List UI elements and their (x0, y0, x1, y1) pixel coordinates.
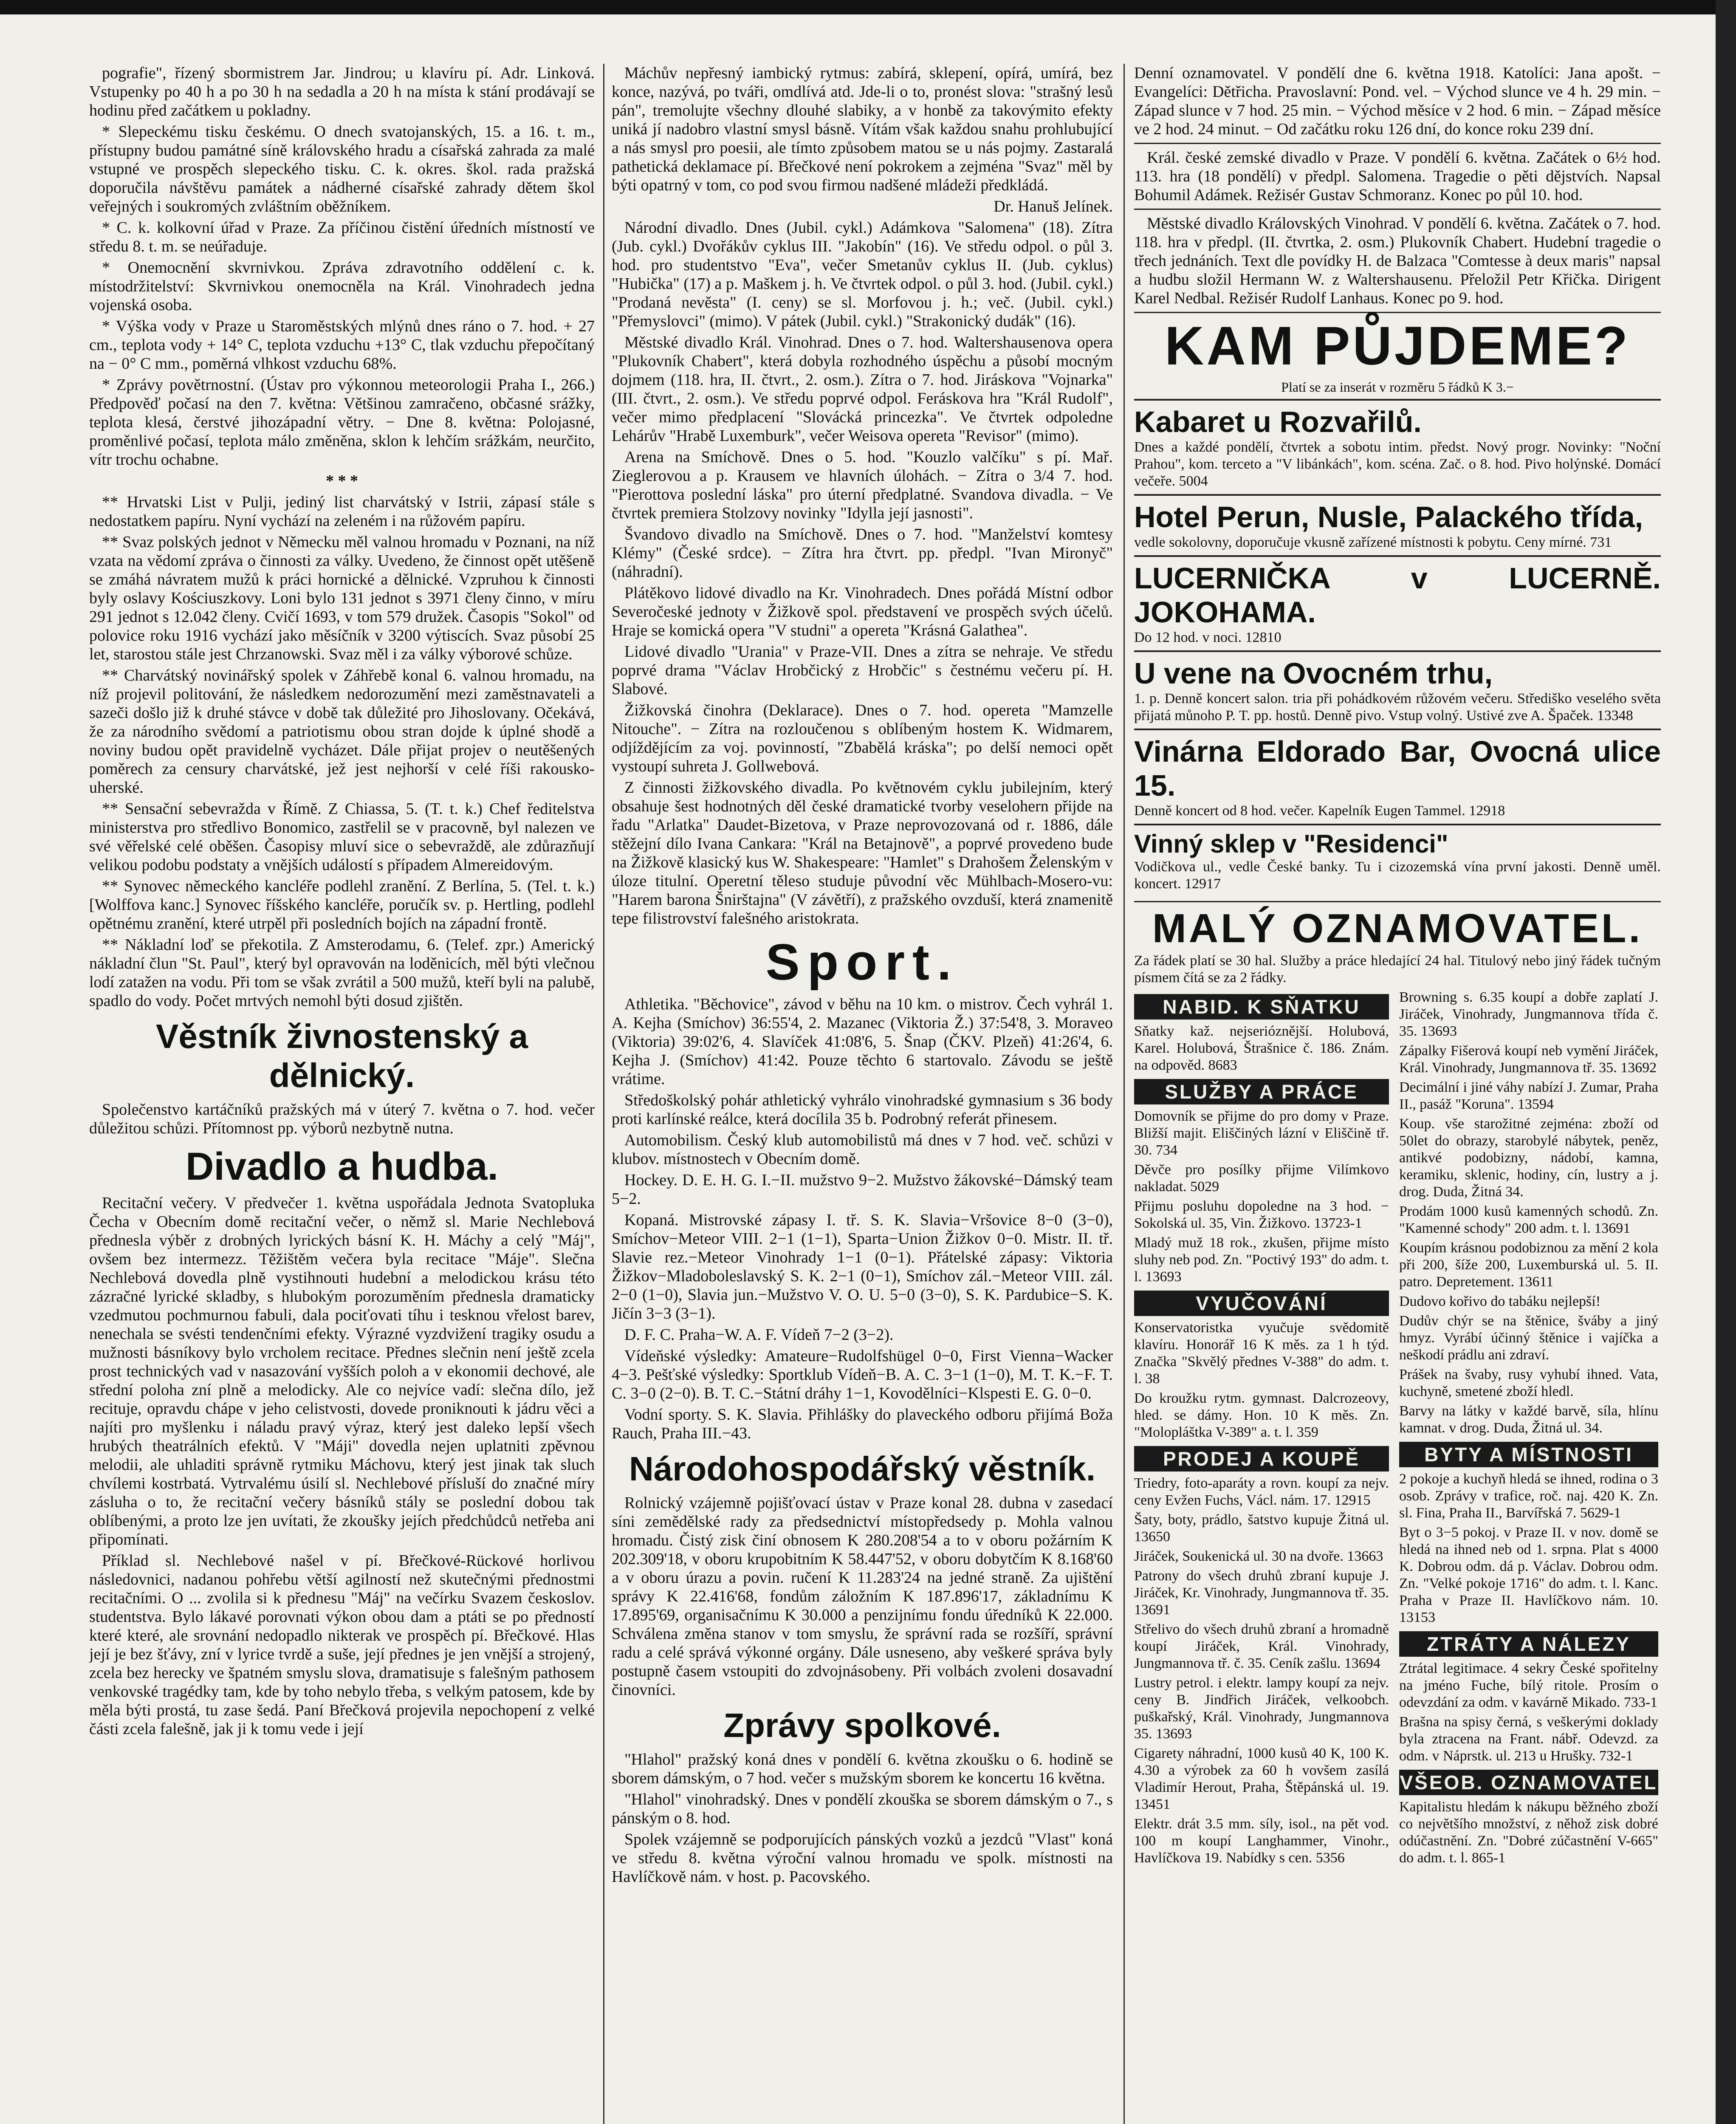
classified-ad: Dudovo kořivo do tabáku nejlepší! (1399, 1294, 1601, 1309)
classified-ad: Patrony do všech druhů zbraní kupuje J. Jiráček, Kr. Vinohrady, Jungmannova tř. 35. 13691 (1134, 1568, 1389, 1618)
author-signature: Dr. Hanuš Jelínek. (994, 198, 1113, 215)
kam-pujdeme-note: Platí se za inserát v rozměru 5 řádků K 3.− (1281, 379, 1514, 395)
ad-box (1134, 729, 1661, 824)
classified-ad: Prodám 1000 kusů kamenných schodů. Zn. "Kamenné schody" 200 adm. t. l. 13691 (1399, 1203, 1658, 1236)
news-paragraph: Spolek vzájemně se podporujících pánských vozků a jezdců "Vlast" koná ve středu 8. května výroční valnou hromadu ve spolk. místnosti na Havlíčkově nám. v host. p. Pacovského. (612, 1830, 1113, 1886)
sport-paragraph: Vídeňské výsledky: Amateure−Rudolfshügel 0−0, First Vienna−Wacker 4−3. Pešťské výsledky: Sportklub Vídeň−B. A. C. 3−1 (1−0), M. T. K.−F. T. C. 3−0 (2−0). B. T. C.−Státní dráhy 1−1, Kovodělníci−Klspesti E. G. 0−0. (612, 1347, 1113, 1402)
section-heading-sport: Sport. (765, 934, 959, 991)
ad-text: 1. p. Denně koncert salon. tria při pohádkovém růžovém večeru. Střediško veselého světa přijatá můnoho P. T. pp. hostů. Denně pivo. Vstup volný. Ustivé zve A. Špaček. 13348 (1134, 691, 1661, 723)
classified-ad: Šaty, boty, prádlo, šatstvo kupuje Žitná ul. 13650 (1134, 1512, 1389, 1545)
news-paragraph: * Slepeckému tisku českému. O dnech svatojanských, 15. a 16. t. m., přístupny budou památné síně královského hradu a císařská zahrada za malé vstupné ve prospěch slepeckého tisku. C. k. okres. škol. rada pražská doporučila návštěvu památek a nádherné císařské zahrady dětem škol veřejných i soukromých zvláštním oběžníkem. (89, 123, 595, 215)
sport-paragraph: Hockey. D. E. H. G. I.−II. mužstvo 9−2. Mužstvo žákovské−Dámský team 5−2. (612, 1171, 1113, 1208)
news-paragraph: Společenstvo kartáčníků pražských má v úterý 7. května o 7. hod. večer důležitou schůzi. Přítomnost pp. výborů nezbytně nutna. (89, 1101, 595, 1137)
news-paragraph: "Hlahol" vinohradský. Dnes v pondělí zkouška se sborem dámským o 7., s pánským o 8. hod. (612, 1791, 1113, 1827)
category-header: SLUŽBY A PRÁCE (1134, 1079, 1389, 1104)
classified-ad: Lustry petrol. i elektr. lampy koupí za nejv. ceny B. Jindřich Jiráček, velkoobch. puškařský, Král. Vinohrady, Jungmannova 35. 13693 (1134, 1675, 1389, 1742)
category-header: PRODEJ A KOUPĚ (1134, 1446, 1389, 1472)
section-heading-narodohosp: Národohospodářský věstník. (629, 1450, 1096, 1488)
theatre-paragraph: Národní divadlo. Dnes (Jubil. cykl.) Adámkova "Salomena" (18). Zítra (Jub. cykl.) Dvořákův cyklus III. "Jakobín" (16). Ve středu odpol. o půl 3. hod. pro studentstvo "Eva", večer Smetanův cyklus II. (Jub. cyklus) "Hubička" (17) a p. Maškem j. h. Ve čtvrtek odpol. o půl 3. hod. (Jubil. cykl.) "Prodaná nevěsta" (I. ceny) se sl. Morfovou j. h.; več. (Jubil. cykl.) "Přemyslovci" (mimo). V pátek (Jubil. cykl.) "Strakonický dudák" (16). (612, 219, 1113, 330)
theatre-paragraph: Plátěkovo lidové divadlo na Kr. Vinohradech. Dnes pořádá Místní odbor Severočeské jednoty v Žižkově spol. představení ve prospěch svých účelů. Hraje se komická opera "V studni" a opereta "Krásná Galathea". (612, 584, 1113, 639)
ad-box (1134, 650, 1661, 729)
ad-title: Vinný sklep v "Residenci" (1134, 830, 1448, 858)
sport-paragraph: D. F. C. Praha−W. A. F. Vídeň 7−2 (3−2). (624, 1326, 894, 1344)
classified-ad: Domovník se přijme do pro domy v Praze. Bližší majit. Eliščiných lázní v Eliščině tř. 30. 734 (1134, 1108, 1389, 1158)
sport-paragraph: Středoškolský pohár athletický vyhrálo vinohradské gymnasium s 36 body proti karlínské reálce, která docílila 35 b. Podrobný referát přinesem. (612, 1091, 1113, 1128)
sport-paragraph: Athletika. "Běchovice", závod v běhu na 10 km. o mistrov. Čech vyhrál 1. A. Kejha (Smíchov) 36:55'4, 2. Mazanec (Viktoria Ž.) 37:54'8, 3. Moraveo (Viktoria) 39:02'6, 4. Slavíček 41:08'6, 5. Šnap (ČKV. Plzeň) 41:26'4, 6. Kejha J. (Smíchov) 41:42. Pouze těchto 6 startovalo. Závodu se ještě vrátime. (612, 995, 1113, 1088)
theatre-paragraph: Lidové divadlo "Urania" v Praze-VII. Dnes a zítra se nehraje. Ve středu poprvé drama "Václav Hrobčický z Hrobčic" s čestnému večeru pí. H. Slabové. (612, 643, 1113, 698)
divider (1134, 143, 1661, 144)
classified-ad: Jiráček, Soukenická ul. 30 na dvoře. 13663 (1134, 1548, 1383, 1564)
classified-ad: Barvy na látky v každé barvě, síla, hlínu kamnat. v drog. Duda, Žitná ul. 34. (1399, 1403, 1658, 1436)
calendar-notice: Denní oznamovatel. V pondělí dne 6. května 1918. Katolíci: Jana apošt. − Evangelíci: Dětřicha. Pravoslavní: Pond. vel. − Východ slunce ve 4 h. 29 min. − Západ slunce v 7 hod. 25 min. − Východ měsíce v 2 hod. 6 min. − Západ měsíce ve 2 hod. 24 minut. − Od začátku roku 126 dní, do konce roku 239 dní. (1134, 64, 1661, 138)
news-paragraph: * C. k. kolkovní úřad v Praze. Za příčinou čistění úředních místností ve středu 8. t. m. se neúřaduje. (89, 219, 595, 255)
theatre-paragraph: Z činnosti žižkovského divadla. Po květnovém cyklu jubilejním, který obsahuje šest hodnotných děl české dramatické tvorby veselohern přijde na řadu "Arlatka" Daudet-Bizetova, v Praze neprovozovaná od r. 1886, dále stěžejní dílo Ivana Cankara: "Král na Betajnově", a poprvé provedeno bude na Žižkově klasický kus W. Shakespeare: "Hamlet" s Drahošem Želenským v úloze titulní. Operetní těleso studuje původní věc Mühlbach-Mosero-vu: "Harem barona Šnirštajna" (V závětří), z pražského ovzduší, která znamenitě tepe filistrovství falešného aristokrata. (612, 779, 1113, 927)
category-header: ZTRÁTY A NÁLEZY (1399, 1631, 1658, 1657)
classified-ad: Konservatoristka vyučuje svědomitě klavíru. Honorář 16 K měs. za 1 h týd. Značka "Skvělý přednes V-388" do adm. t. l. 38 (1134, 1320, 1389, 1387)
section-separator: * * * (326, 472, 358, 490)
news-paragraph: Rolnický vzájemně pojišťovací ústav v Praze konal 28. dubna v zasedací síni zemědělské rady za předsednictví místopředsedy p. Mohla valnou hromadu. Čistý zisk činí obnosem K 280.208'54 a to v oboru požárním K 202.309'18, v oboru krupobitním K 58.447'52, v oboru dobytčím K 8.168'60 a v oboru úrazu a povin. ručení K 11.283'24 na jedné straně. Za ujištění správy K 22.416'68, fondům záložním K 187.896'17, základnímu K 17.895'69, organisačnímu K 30.000 a penzijnímu fondu úředníků K 22.000. Schválena změna stanov v tom smyslu, že správní rada se rozšíří, správní radu a celé správá výkonné orgány. Dále usneseno, aby veškeré správa byly postupně časem vstoupiti do zdvojnásobeny. Při volbách zvoleni dosavadní činovníci. (612, 1494, 1113, 1699)
news-paragraph: * Výška vody v Praze u Staroměstských mlýnů dnes ráno o 7. hod. + 27 cm., teplota vody + 14° C, teplota vzduchu +13° C, tlak vzduchu přepočítaný na − 0° C mm., poměrná vlhkost vzduchu 68%. (89, 317, 595, 373)
classified-ad: 2 pokoje a kuchyň hledá se ihned, rodina o 3 osob. Zprávy v trafice, roč. naj. 420 K. Zn. sl. Fina, Praha II., Barvířská 7. 5629-1 (1399, 1471, 1658, 1521)
ad-title: U vene na Ovocném trhu, (1134, 657, 1493, 690)
classified-columns (1134, 989, 1661, 1869)
news-paragraph: ** Hrvatski List v Pulji, jediný list charvátský v Istrii, zápasí stále s nedostatkem papíru. Nyní vychází na zeleném i na růžovém papíru. (89, 493, 595, 530)
theatre-notice: Král. české zemské divadlo v Praze. V pondělí 6. května. Začátek o 6½ hod. 113. hra (18 pondělí) v předpl. Salomena. Tragedie o pěti dějstvích. Napsal Bohumil Adámek. Režisér Gustav Schmoranz. Konec po půl 10. hod. (1134, 149, 1661, 204)
ad-text: Do 12 hod. v noci. 12810 (1134, 630, 1282, 645)
ad-title: Kabaret u Rozvařilů. (1134, 405, 1422, 438)
classified-ad: Koup. vše starožitné zejména: zboží od 50let do obrazy, starobylé nábytek, peněz, antikvé podobizny, nádobí, kamna, keramiku, sklenic, hodiny, cín, lustry a j. drog. Duda, Žitná 34. (1399, 1116, 1658, 1200)
news-paragraph: ** Svaz polských jednot v Německu měl valnou hromadu v Poznani, na níž vzata na vědomí zpráva o činnosti za války. Uvedeno, že činnost opět utěšeně se zmáhá návratem mužů k práci hornické a dělnické. Vzpruhou k činnosti byly oslavy Kościuszkovy. Loni bylo 131 jednot s 3971 členy činno, v míru 291 jednot s 12.042 členy. Cvičí 1693, v tom 579 družek. Časopis "Sokol" od polovice roku 1916 vychází jako měsíčník v 3200 výtiscích. Svaz působí 25 let, starostou stále jest Chrzanowski. Svaz měl i za války výborové schůze. (89, 533, 595, 663)
classified-ad: Zápalky Fišerová koupí neb vymění Jiráček, Král. Vinohrady, Jungmannova tř. 35. 13692 (1399, 1043, 1658, 1076)
ad-text: Denně koncert od 8 hod. večer. Kapelník Eugen Tammel. 12918 (1134, 803, 1505, 819)
news-paragraph: * Onemocnění skvrnivkou. Zpráva zdravotního oddělení c. k. místodržitelství: Skvrnivkou onemocněla na Král. Vinohradech jedna vojenská osoba. (89, 259, 595, 314)
ad-title: LUCERNIČKA v LUCERNĚ. JOKOHAMA. (1134, 562, 1661, 629)
classified-ad: Mladý muž 18 rok., zkušen, přijme místo sluhy neb pod. Zn. "Poctivý 193" do adm. t. l. 13693 (1134, 1235, 1389, 1285)
classified-ad: Koupím krásnou podobiznou za mění 2 kola při 200, šíže 200, Luxemburská ul. 5. II. patro. Depretement. 13611 (1399, 1240, 1658, 1290)
top-border (0, 0, 1736, 14)
section-heading-spolky: Zprávy spolkové. (723, 1706, 1001, 1744)
news-paragraph: pografie", řízený sbormistrem Jar. Jindrou; u klavíru pí. Adr. Linková. Vstupenky po 40 h a po 30 h na sedadla a 20 h na místa k stání prodávají se hodinu před začátkem u pokladny. (89, 64, 595, 119)
news-paragraph: ** Charvátský novinářský spolek v Záhřebě konal 6. valnou hromadu, na níž projevil politování, že následkem nedorozumění mezi zaměstnavateli a sazeči došlo již k druhé stávce v době tak důležité pro Jihoslovany. Očekává, že za národního svědomí a patriotismu obou stran dojde k úplné shodě a noviny budou opět pravidelně vycházet. Dále přijat projev o neutěšených poměrech za censury charvátské, jež jest nejhorší v celé říši rakousko-uherské. (89, 667, 595, 796)
classified-ad: Decimální i jiné váhy nabízí J. Zumar, Praha II., pasáž "Koruna". 13594 (1399, 1079, 1658, 1112)
ad-title: Vinárna Eldorado Bar, Ovocná ulice 15. (1134, 735, 1661, 802)
ad-box (1134, 824, 1661, 897)
ad-box (1134, 399, 1661, 494)
classified-column-right (1399, 989, 1658, 1869)
news-paragraph: Recitační večery. V předvečer 1. května uspořádala Jednota Svatopluka Čecha v Obecním domě recitační večer, o němž sl. Marie Nechlebová přednesla výběr z drobných lyrických básní K. H. Máchy a celý "Máj", ovšem bez intermezz. Těžištěm večera byla recitace "Máje". Slečna Nechlebová dovedla plně vystihnouti hudební a melodickou krásu této zázračné lyrické skladby, s hlubokým porozuměním přednesla dramaticky vzedmutou pochmurnou fabuli, dala pociťovati tíhu i tesknou vřelost barev, nenechala se svésti tendenčními efekty. Výrazné vyzdvižení tragiky osudu a mužnosti básníkovy bylo vrcholem recitace. Přednes slečnin není ještě zcela prost technických vad v nasazování vyšších poloh a v ekonomii dechové, ale střední poloha zní plně a melodicky. Ale co nejvíce vadí: slečna dílo, jež recituje, opravdu chápe v jeho celistvosti, dovede proniknouti k jádru věci a najíti pro myšlenku i náladu pravý výraz, který jest daleko lepší všech hrubých theatrálních efektů. V "Máji" dovedla nejen uplatniti zpěvnou melodii, ale uhladiti správně rytmiku Máchovu, který jest jinak tak sluch chvílemi kostrbatá. Vytrvalému úsilí sl. Nechlebové přísluší do značné míry zásluha o to, že recitační večery básníků stály se poslední dobou tak oblíbenými, a proto lze jen uvítati, že zkoušky jejích předchůdců netřeba ani připomínati. (89, 1194, 595, 1548)
classified-ad: Triedry, foto-aparáty a rovn. koupí za nejv. ceny Evžen Fuchs, Václ. nám. 17. 12915 (1134, 1475, 1389, 1508)
divider (1134, 312, 1661, 313)
ad-box (1134, 555, 1661, 650)
maly-oznamovatel-heading: MALÝ OZNAMOVATEL. (1152, 906, 1643, 951)
category-header: VŠEOB. OZNAMOVATEL (1399, 1770, 1658, 1795)
ad-text: Vodičkova ul., vedle České banky. Tu i cizozemská vína první jakosti. Denně uměl. koncert. 12917 (1134, 859, 1661, 892)
news-paragraph: ** Nákladní loď se překotila. Z Amsterodamu, 6. (Telef. zpr.) Americký nákladní člun "St. Paul", který byl opravován na loděnicích, měl býti vlečnou lodí zatažen na vodu. Při tom se však zvrátil a 500 mužů, kteří byli na palubě, spadlo do vody. Počet mrtvých nemohl býti dosud zjištěn. (89, 936, 595, 1010)
column-1 (89, 64, 595, 2124)
section-heading-vestnik: Věstník živnostenský a dělnický. (156, 1017, 528, 1094)
sport-paragraph: Vodní sporty. S. K. Slavia. Přihlášky do plaveckého odboru přijímá Boža Rauch, Praha III.−43. (612, 1406, 1113, 1442)
sport-paragraph: Automobilism. Český klub automobilistů má dnes v 7 hod. več. schůzi v klubov. místnostech v Obecním domě. (612, 1131, 1113, 1168)
classified-ad: Střelivo do všech druhů zbraní a hromadně koupí Jiráček, Král. Vinohrady, Jungmannova tř. č. 35. Ceník zašlu. 13694 (1134, 1621, 1389, 1671)
category-header: BYTY A MÍSTNOSTI (1399, 1442, 1658, 1467)
divider (1134, 209, 1661, 210)
ad-text: vedle sokolovny, doporučuje vkusně zařízené místnosti k pobytu. Ceny mírné. 731 (1134, 534, 1612, 550)
classified-ad: Cigarety náhradní, 1000 kusů 40 K, 100 K. 4.30 a výrobek za 60 h vovšem zasílá Vladimír Herout, Praha, Štěpánská ul. 19. 13451 (1134, 1746, 1389, 1812)
news-paragraph: Příklad sl. Nechlebové našel v pí. Břečkové-Rückové horlivou následovnici, nadanou pohřebu větší agilností než skutečnými přednostmi recitačními. O ... zvolila si k přednesu "Máj" na večírku Svazem českoslov. studentstva. Bylo lákavé porovnati výkon obou dam a ptáti se po předností které které, ale srovnání nedopadlo nikterak ve prospěch pí. Břečkové. Hlas její je bez šťávy, zní v lyrice tvrdě a suše, její přednes je jen vnější a strojený, zcela bez herecky ve špatném smyslu slova, dramatisuje s falešným pathosem venkovské tragédky tam, kde by toho nebylo třeba, s velkým patosem, kde by měla býti prostá, tu zase šedá. Paní Břečková projevila nepochopení z velké části zcela falešně, jak ji k tomu vede i její (89, 1552, 595, 1738)
section-heading-divadlo: Divadlo a hudba. (185, 1145, 499, 1188)
column-2 (612, 64, 1113, 2124)
column-divider (603, 64, 604, 2124)
classified-ad: Přijmu posluhu dopoledne na 3 hod. − Sokolská ul. 35, Vin. Žižkovo. 13723-1 (1134, 1198, 1389, 1231)
classified-ad: Ztrátal legitimace. 4 sekry České spořitelny na jméno Fuche, bílý ritole. Prosím o odevzdání za odm. v kavárně Mikado. 733-1 (1399, 1661, 1658, 1710)
classified-ad: Prášek na švaby, rusy vyhubí ihned. Vata, kuchyně, smetené zboží hledl. (1399, 1367, 1658, 1399)
ad-text: Dnes a každé pondělí, čtvrtek a sobotu intim. předst. Nový progr. Novinky: "Noční Prahou", kom. terceto a "V libánkách", kom. scéna. Zač. o 8. hod. Pivo holýnské. Domácí večeře. 5004 (1134, 439, 1661, 489)
classified-ad: Sňatky kaž. nejserióznější. Holubová, Karel. Holubová, Štrašnice č. 186. Znám. na odpověd. 8683 (1134, 1023, 1389, 1073)
classified-ad: Brašna na spisy černá, s veškerými doklady byla ztracena na Frant. nábř. Odevzd. za odm. v Náprstk. ul. 213 u Hrušky. 732-1 (1399, 1714, 1658, 1764)
theatre-paragraph: Švandovo divadlo na Smíchově. Dnes o 7. hod. "Manželství komtesy Klémy" (České srdce). − Zítra hra čtvrt. pp. předpl. "Ivan Mironyč" (náhradní). (612, 525, 1113, 581)
classified-ad: Kapitalistu hledám k nákupu běžného zboží co největšího množství, z něhož zisk dobré odúčastnění. Zn. "Dobré zúčastnění V-665" do adm. t. l. 865-1 (1399, 1799, 1658, 1866)
theatre-paragraph: Městské divadlo Král. Vinohrad. Dnes o 7. hod. Waltershausenova opera "Plukovník Chabert", která dobyla rozhodného úspěchu a působí mocným dojmem (118. hra, II. čtvrt., 2. osm.). Zítra o 7. hod. Jiráskova "Vojnarka" (III. čtvrt., 2. osm.). Ve středu poprvé odpol. Feráskova hra "Král Rudolf", večer mimo předplacení "Slovácká princezka". Ve čtvrtek odpoledne Lehárův "Hrabě Luxemburk", večer Weisova opereta "Revisor" (mimo). (612, 333, 1113, 445)
category-header: VYUČOVÁNÍ (1134, 1291, 1389, 1316)
classified-column-left (1134, 989, 1389, 1869)
ad-title: Hotel Perun, Nusle, Palackého třída, (1134, 500, 1643, 534)
classified-ad: Byt o 3−5 pokoj. v Praze II. v nov. domě se hledá na ihned neb od 1. srpna. Plat s 4000 K. Dobrou odm. dá p. Václav. Dobrou odm. Zn. "Velké pokoje 1716" do adm. t. l. Kanc. Praha v Praze II. Havlíčkovo nám. 10. 13153 (1399, 1525, 1658, 1625)
column-3 (1134, 64, 1661, 2124)
news-paragraph: * Zprávy povětrnostní. (Ústav pro výkonnou meteorologii Praha I., 266.) Předpověď počasí na den 7. května: Většinou zamračeno, občasné srážky, teplota klesá, čerstvé jihozápadní větry. − Dne 8. května: Polojasné, proměnlivé počasí, teplota málo změněna, sklon k lehčím srážkám, neurčito, vítr trochu ochabne. (89, 376, 595, 469)
right-border (1716, 0, 1736, 2124)
theatre-paragraph: Arena na Smíchově. Dnes o 5. hod. "Kouzlo valčíku" s pí. Mař. Zieglerovou a p. Krausem ve hlavních úlohách. − Zítra o 3/4 7. hod. "Pierottova poslední láska" pro úterní předplatné. Svandova divadla. − Ve čtvrtek premiera Stolzovy novinky "Idylla její jasnosti". (612, 448, 1113, 522)
news-paragraph: Máchův nepřesný iambický rytmus: zabírá, sklepení, opírá, umírá, bez konce, nazývá, po tváři, omdlívá atd. Jde-li o to, pronést slova: "strašný lesů pán", tremolujte všechny dlouhé slabiky, a v honbě za takovýmito efekty uniká jí nadobro vlastní smysl básně. Vítám však každou snahu prohlubující a nás smysl pro poesii, ale tímto způsobem matou se u nás pojmy. Zastaralá pathetická deklamace pí. Břečkové není pokrokem a zejména "Svaz" měl by býti opatrný v tom, co pod svou firmou nadšené mládeži předkládá. (612, 64, 1113, 194)
maly-oznamovatel-note: Za řádek platí se 30 hal. Služby a práce hledající 24 hal. Titulový nebo jiný řádek tučným písmem čítá se za 2 řádky. (1134, 953, 1661, 986)
sport-paragraph: Kopaná. Mistrovské zápasy I. tř. S. K. Slavia−Vršovice 8−0 (3−0), Smíchov−Meteor VIII. 2−1 (1−1), Sparta−Union Žižkov 0−0. Mistr. II. tř. Slavie rez.−Meteor Vinohrady 1−1 (0−1). Přátelské zápasy: Viktoria Žižkov−Mladoboleslavský S. K. 2−1 (0−1), Smíchov zál.−Meteor VIII. zál. 2−0 (1−0), Slavia jun.−Mužstvo V. O. U. 5−0 (3−0), S. K. Pardubice−S. K. Jičín 3−3 (3−1). (612, 1211, 1113, 1322)
news-paragraph: "Hlahol" pražský koná dnes v pondělí 6. května zkoušku o 6. hodině se sborem dámským, o 7 hod. večer s mužským sborem ke koncertu 16 května. (612, 1751, 1113, 1787)
category-header: NABID. K SŇATKU (1134, 994, 1389, 1020)
kam-pujdeme-heading: KAM PŮJDEME? (1164, 316, 1631, 376)
news-paragraph: ** Sensační sebevražda v Římě. Z Chiassa, 5. (T. t. k.) Chef ředitelstva ministerstva pro středlivo Bonomico, zastřelil se v pracovně, byl nalezen ve své věřelské celé oběšen. Časopisy mluví sice o sebevraždě, ale zdůrazňují velikou podobu podstaty a vnějších událostí s případem Almereidovým. (89, 800, 595, 874)
theatre-notice: Městské divadlo Královských Vinohrad. V pondělí 6. května. Začátek o 7. hod. 118. hra v předpl. (II. čtvrtka, 2. osm.) Plukovník Chabert. Hudební tragedie o třech jednáních. Text dle povídky H. de Balzaca "Comtesse à deux maris" napsal a hudbu složil Hermann W. z Waltershausenu. Přeložil Petr Křička. Dirigent Karel Nedbal. Režisér Rudolf Lanhaus. Konec po 9. hod. (1134, 215, 1661, 307)
divider (1134, 901, 1661, 902)
classified-ad: Elektr. drát 3.5 mm. síly, isol., na pět vod. 100 m koupí Langhammer, Vinohr., Havlíčkova 19. Nabídky s cen. 5356 (1134, 1816, 1389, 1866)
column-divider (1123, 64, 1125, 2124)
classified-ad: Děvče pro posílky přijme Vilímkovo nakladat. 5029 (1134, 1162, 1389, 1195)
classified-ad: Browning s. 6.35 koupí a dobře zaplatí J. Jiráček, Vinohrady, Jungmannova třída č. 35. 13693 (1399, 989, 1658, 1039)
news-paragraph: ** Synovec německého kancléře podlehl zranění. Z Berlína, 5. (Tel. t. k.) [Wolffova kanc.] Synovec říšského kancléře, poručík sv. p. Hertling, podlehl opětnému zranění, které utrpěl při posledních bojích na západní frontě. (89, 877, 595, 932)
theatre-paragraph: Žižkovská činohra (Deklarace). Dnes o 7. hod. opereta "Mamzelle Nitouche". − Zítra na rozloučenou s oblíbeným hostem K. Widmarem, odjíždějícím za voj. povinností, "Zbabělá kráska"; po delší nemoci opět vystoupí suhreta J. Gollwebová. (612, 701, 1113, 775)
classified-ad: Dudův chýr se na štěnice, šváby a jiný hmyz. Vyrábí účinný štěnice i vajíčka a neškodí prádlu ani zdraví. (1399, 1313, 1658, 1363)
ad-box (1134, 494, 1661, 555)
classified-ad: Do kroužku rytm. gymnast. Dalcrozeovy, hled. se dámy. Hon. 10 K měs. Zn. "Molopláštka V-389" a. t. l. 359 (1134, 1390, 1389, 1440)
